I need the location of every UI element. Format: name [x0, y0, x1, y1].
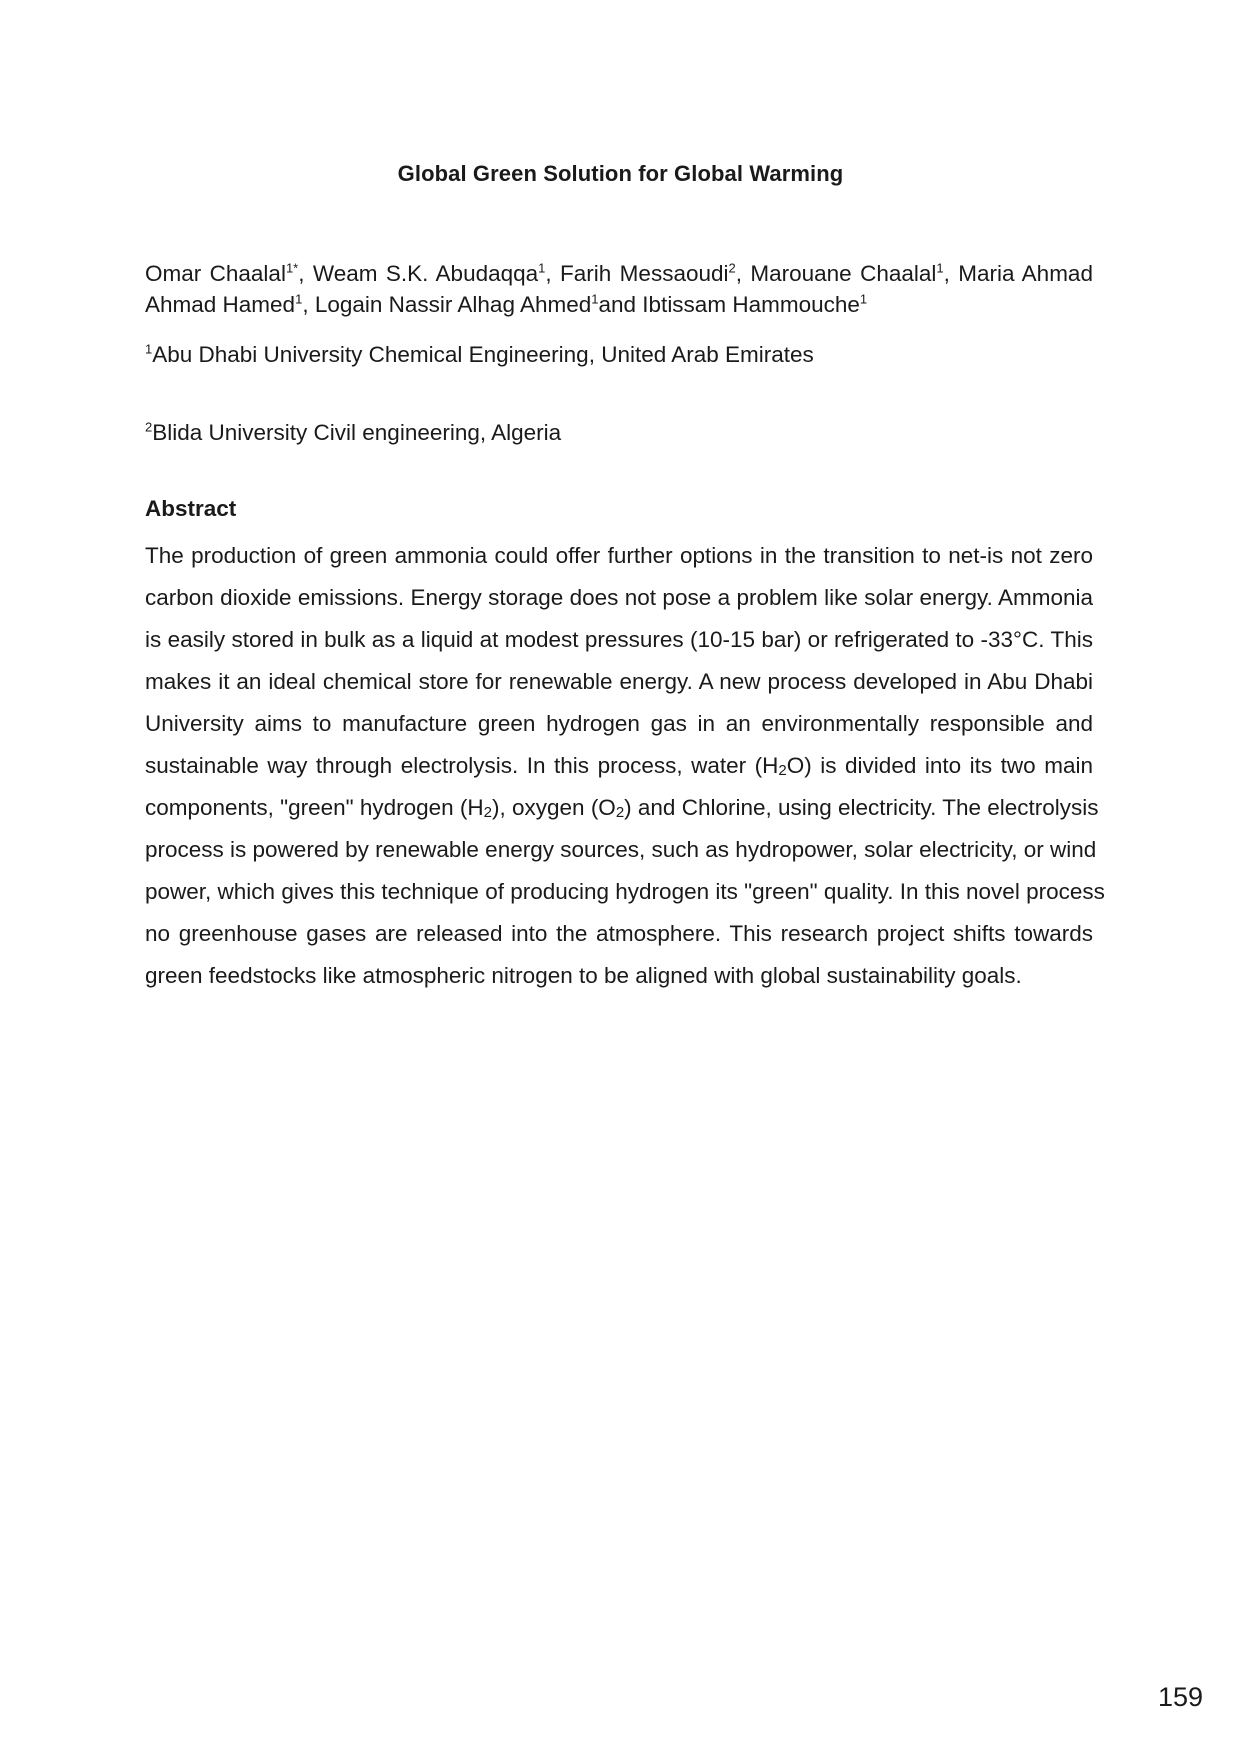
abstract-body: [145, 535, 1105, 997]
author-name: Ibtissam Hammouche: [642, 292, 860, 317]
abstract-line: no greenhouse gases are released into the atmosphere. This research project shifts towards: [145, 921, 1093, 946]
author-affiliation-marker: 1: [859, 291, 868, 307]
author-affiliation-marker: 1: [591, 291, 599, 307]
author-name: Maria Ahmad Ahmad Hamed: [145, 261, 1093, 317]
abstract-line: sustainable way through electrolysis. In this process, water $(H_2O)$ is divided into its two main: [145, 753, 1093, 779]
abstract-line: power, which gives this technique of producing hydrogen its "green" quality. In this novel process: [145, 879, 1105, 904]
author-name: Farih Messaoudi: [560, 261, 729, 286]
abstract-line: green feedstocks like atmospheric nitrogen to be aligned with global sustainability goals.: [145, 963, 1022, 988]
author-name: Weam S.K. Abudaqqa: [312, 261, 539, 286]
affiliation-1-marker: 1: [145, 341, 153, 357]
affiliation-2-text: Blida University Civil engineering, Algeria: [152, 420, 562, 445]
abstract-heading: Abstract: [145, 496, 237, 521]
abstract-line: The production of green ammonia could offer further options in the transition to net-is not zero: [145, 543, 1093, 568]
abstract-line: is easily stored in bulk as a liquid at modest pressures (10-15 bar) or refrigerated to -33°C. This: [145, 627, 1093, 652]
author-conjunction: and: [598, 292, 643, 317]
author-name: Marouane Chaalal: [750, 261, 937, 286]
subscript: 2: [778, 762, 787, 779]
abstract-line: makes it an ideal chemical store for renewable energy. A new process developed in Abu Dhabi: [145, 669, 1093, 694]
author-affiliation-marker: 1: [538, 260, 546, 276]
affiliation-1: [145, 340, 1093, 370]
paper-title: Global Green Solution for Global Warming: [397, 161, 844, 186]
affiliation-2: [145, 418, 1093, 448]
author-affiliation-marker: 1*: [285, 260, 299, 276]
abstract-line: process is powered by renewable energy sources, such as hydropower, solar electricity, or wind: [145, 837, 1097, 862]
abstract-line: University aims to manufacture green hydrogen gas in an environmentally responsible and: [145, 711, 1093, 736]
abstract-line: components, "green" hydrogen $(H_2)$, oxygen $(O_2)$ and Chlorine, using electricity. The electrolysis: [145, 795, 1099, 821]
author-list: Omar Chaalal$^{1*}$, Weam S.K. Abudaqqa$^1$, Farih Messaoudi$^2$, Marouane Chaalal$^1$, Maria Ahmad Ahmad Hamed$^1$, Logain Nassir Alhag Ahmed$^1$and Ibtissam Hammouche$^1$: [145, 260, 1093, 317]
abstract-line: carbon dioxide emissions. Energy storage does not pose a problem like solar energy. Ammonia: [145, 585, 1093, 610]
subscript: 2: [615, 804, 625, 821]
author-name: Logain Nassir Alhag Ahmed: [314, 292, 592, 317]
page-number: 159: [1157, 1682, 1203, 1712]
affiliation-1-text: Abu Dhabi University Chemical Engineering, United Arab Emirates: [152, 342, 814, 367]
author-affiliation-marker: 2: [728, 260, 736, 276]
author-affiliation-marker: 1: [936, 260, 944, 276]
author-name: Omar Chaalal: [145, 261, 286, 286]
affiliation-2-marker: 2: [145, 419, 153, 435]
subscript: 2: [483, 804, 493, 821]
author-affiliation-marker: 1: [295, 291, 303, 307]
